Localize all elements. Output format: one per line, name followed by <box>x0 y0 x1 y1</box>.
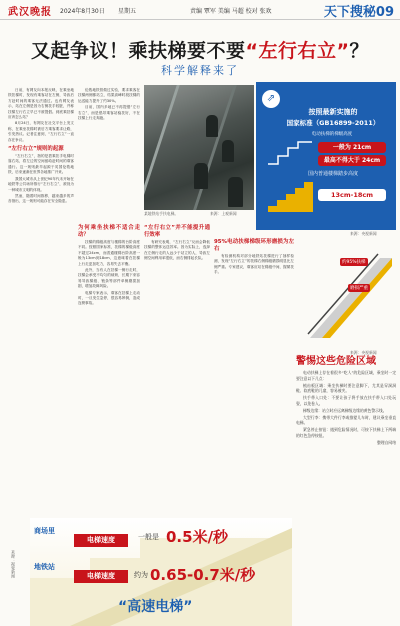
paragraph: 有检测机构对部分地铁站扶梯进行了抽样检测，发现“左行右立”的扶梯右侧梯级磨损明显比左侧严重。专家建议，乘客应站在梯级中间，握紧扶手。 <box>214 254 294 275</box>
escalator-icon: ⇗ <box>262 90 280 108</box>
scene-mall: 商场里 <box>34 527 55 535</box>
paragraph: 日前，有网友向本报反映，在乘坐地铁扶梯时，发现有乘客站在左侧，导致后方赶时间的乘客无法通过。也有网友表示，站在左侧是因为右侧扶手较脏，并称扶梯左行右立早已不被提倡。到底乘扶梯应该怎么站？ <box>8 88 74 120</box>
infobox-credit: 来源：央视新闻 <box>350 231 377 236</box>
paragraph: 扶梯的梯级高度与楼梯的台阶高度不同。按照国家标准，扶梯的梯级高度不超过24cm，而普通楼梯台阶高度一般为13cm到18cm，这意味着在扶梯上行走更加吃力，容易失去平衡。 <box>78 240 140 266</box>
wear-percentage-tag: 约95%扶梯 <box>342 260 366 265</box>
passenger-figure <box>194 163 208 189</box>
infobox-standard: 国家标准（GB16899-2011） <box>286 119 380 127</box>
subheadline: 科学解释来了 <box>161 64 239 77</box>
article-column-5 <box>214 236 294 406</box>
article-column-4 <box>144 222 210 418</box>
banner-tagline: “高速电梯” <box>118 599 193 615</box>
passenger-figure <box>222 140 234 162</box>
headline-question-mark: ？ <box>349 40 369 62</box>
warning-item: 紧急停止按钮：遇到危险情况时，可按下扶梯上下两端的红色急停按钮。 <box>296 427 396 438</box>
stair-steps-icon <box>268 182 313 212</box>
speed-label-mall: 电梯速度 <box>74 534 128 547</box>
photo-credit: 来源：上观新闻 <box>210 211 237 216</box>
headline-quote: “左行右立” <box>245 40 350 62</box>
headline-main: 又起争议！乘扶梯要不要 <box>30 40 246 62</box>
warning-item: 梳齿板区域：乘坐扶梯时要注意脚下，尤其是穿洞洞鞋、软底鞋的儿童，容易被夹。 <box>296 382 396 394</box>
masthead <box>0 0 400 20</box>
sidebar-source: 整理自网络 <box>377 439 396 445</box>
paragraph: 我国大城市从上世纪90年代末开始在地铁等公共场所推行“左行右立”，被视为一种城市文明的体现。 <box>8 176 74 192</box>
step-height-normal: 一般为 21cm <box>318 142 386 153</box>
paragraph: 目前，国内多地已不再提倡“左行右立”，而是倡导乘客站稳扶好，不在扶梯上行走奔跑。 <box>78 105 140 121</box>
paragraph: 此外，当有人在扶梯一侧行走时，扶梯会承受不均匀的载荷，长期下来容易导致梯级、链条等部件单侧磨损加剧，增加故障风险。 <box>78 268 140 289</box>
speed-value-subway: 0.65-0.7米/秒 <box>150 566 256 584</box>
scene-subway: 地铁站 <box>34 563 55 571</box>
stair-height-label: 国内普通楼梯踏步高度 <box>307 171 358 177</box>
issue-date: 2024年8月30日 <box>60 8 105 15</box>
step-height-max: 最高不得大于 24cm <box>318 155 386 166</box>
paragraph: 8月24日，有网友在社交平台上发文称，在乘坐扶梯时被后方乘客要求让路，引发热议。记者注意到，“左行右立”一直存在争议。 <box>8 121 74 142</box>
escalator-wear-illustration <box>300 238 396 348</box>
escalator-photo <box>144 85 254 210</box>
warning-sidebar <box>296 370 396 622</box>
escalator-speed-banner <box>30 518 292 626</box>
escalator-step-icon <box>266 140 314 166</box>
passenger-figure <box>206 115 218 137</box>
paragraph: 电梯专家表示，乘客在扶梯上走动时，一旦发生急停，很容易摔倒，造成连锁事故。 <box>78 290 140 306</box>
passenger-figure <box>228 177 243 207</box>
infobox-title: 按照最新实施的 <box>308 108 358 116</box>
paragraph: “左行右立”，指的是搭乘扶手电梯时靠右站，将左边的空间留给赶时间的乘客通行。这一规则最早起源于英国伦敦地铁，后来逐渐在世界各地推广开来。 <box>8 154 74 175</box>
banner-credit: 来源：视觉新闻 <box>11 550 16 578</box>
headline <box>0 36 400 63</box>
article-column-1 <box>8 88 74 418</box>
section-heading: 为何乘坐扶梯不适合走动？ <box>78 225 140 238</box>
warning-item: 大型行李：携带大件行李或推婴儿车时，建议乘坐垂直电梯。 <box>296 414 396 426</box>
warning-item: 扶手带入口处：不要让孩子将手放在扶手带入口处玩耍，以免卷入。 <box>296 395 396 406</box>
escalator-diagram <box>300 238 396 348</box>
paragraph: 然而，随着时间推移，越来越多的声音指出，这一规则可能存在安全隐患。 <box>8 193 74 204</box>
section-heading: 95%电动扶梯梯级环形磨损为左右 <box>214 239 294 252</box>
infobox-subtitle: 电动扶梯的梯级高度 <box>311 132 353 137</box>
warning-sidebar-title: 警惕这些危险区域 <box>296 356 376 367</box>
section-heading: “左行右立”规则的起源 <box>8 146 64 153</box>
paragraph: 有研究表明，“左行右立”反而会降低扶梯的整体运送效率。因为实际上，选择在左侧行走的人远少于站立的人，导致左侧空间利用率很低，而右侧排起长队。 <box>144 240 210 261</box>
newspaper-logo: 武汉晚报 <box>8 7 52 18</box>
sidebar-intro: 电动扶梯上存在着很多“吃人”的危险区域，乘坐时一定要注意以下几点： <box>296 370 396 381</box>
paragraph: 伦敦地铁曾做过实验，要求乘客在扶梯两侧都站立，结果高峰时段扶梯的运送能力提升了约30%。 <box>78 88 140 103</box>
speed-label-subway: 电梯速度 <box>74 570 128 583</box>
stair-height-range: 13cm-18cm <box>318 189 386 201</box>
speed-prefix-mall: 一般是 <box>138 533 159 541</box>
speed-value-mall: 0.5米/秒 <box>166 528 229 546</box>
wear-severity-tag: 磨损严重 <box>350 286 368 291</box>
section-heading: “左行右立”并不能提升通行效率 <box>144 225 210 238</box>
article-column-3 <box>78 222 140 418</box>
editor-credits: 责编 覃军 美编 马超 校对 张欢 <box>190 8 272 15</box>
warning-item: 梯级边缘：站立时应远离梯级边缘的黄色警示线。 <box>303 407 387 413</box>
illustration-credit: 来源：央视新闻 <box>350 350 377 355</box>
section-title: 天下搜秘09 <box>323 5 394 20</box>
speed-prefix-subway: 约为 <box>134 571 148 579</box>
issue-weekday: 星期五 <box>118 8 137 15</box>
photo-caption: 某地铁站手扶电梯。 <box>144 211 179 216</box>
